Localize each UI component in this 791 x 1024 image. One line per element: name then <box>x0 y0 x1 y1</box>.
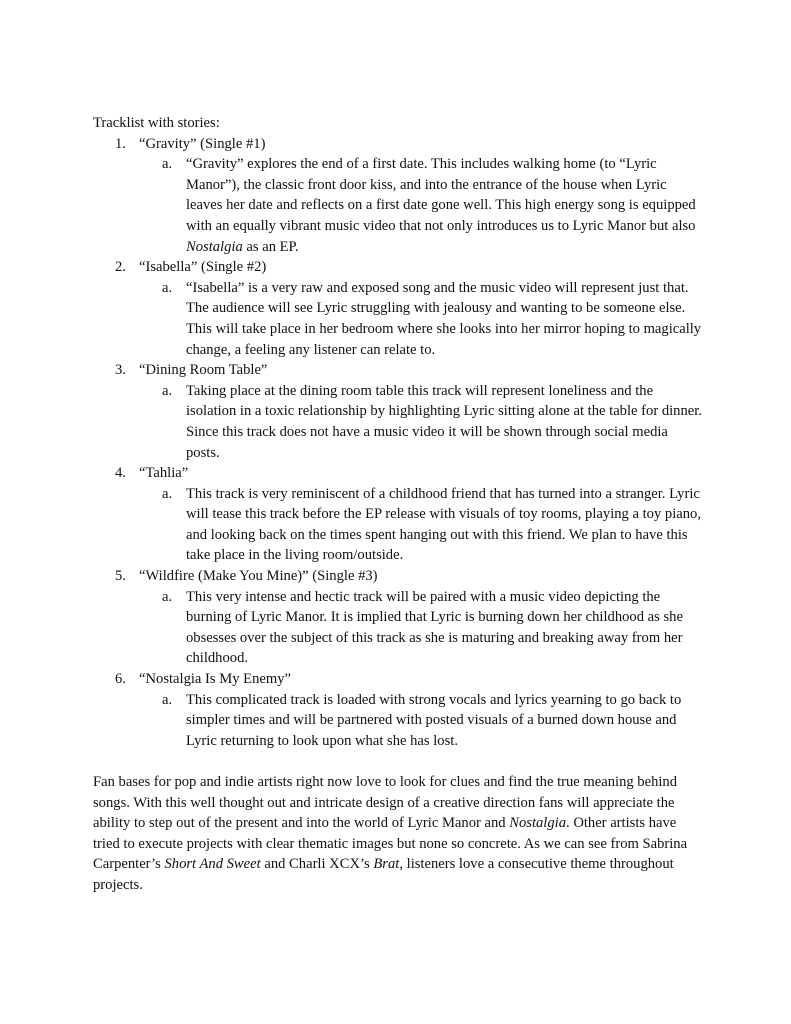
track-story <box>93 587 703 669</box>
track-item <box>93 360 703 463</box>
closing-text-segment: and Charli XCX’s <box>260 856 374 873</box>
closing-paragraph <box>93 772 703 896</box>
track-story <box>93 484 703 566</box>
track-item <box>93 134 703 258</box>
track-item <box>93 669 703 751</box>
track-item <box>93 566 703 669</box>
track-number: 4. <box>115 465 126 482</box>
closing-text-segment: Fan bases for pop and indie artists right now love to look for clues and find the true meaning behind songs. With this well thought out and intricate design of a creative direction fans will appreciate the ability to step out of the present and into the world of Lyric Manor and <box>93 774 678 832</box>
story-text: This complicated track is loaded with strong vocals and lyrics yearning to go back to simpler times and will be partnered with posted visuals of a burned down house and Lyric returning to look upon what she has lost. <box>186 691 682 749</box>
track-number: 1. <box>115 135 126 152</box>
story-text: This track is very reminiscent of a childhood friend that has turned into a stranger. Lyric will tease this track before the EP release with visuals of toy rooms, playing a toy piano, and looking back on the times spent hanging out with this friend. We plan to have this take place in the living room/outside. <box>186 485 701 564</box>
tracklist <box>93 134 703 752</box>
track-number: 5. <box>115 568 126 585</box>
track-story <box>93 381 703 463</box>
closing-text-segment: , listeners love a consecutive theme throughout projects. <box>93 856 674 893</box>
story-text: This very intense and hectic track will be paired with a music video depicting the burning of Lyric Manor. It is implied that Lyric is burning down her childhood as she obsesses over the subject of this track as she is maturing and breaking away from her childhood. <box>186 588 683 667</box>
story-text-italic: Nostalgia <box>186 238 243 255</box>
track-story <box>93 690 703 752</box>
track-title-row <box>93 566 703 587</box>
track-title: “Gravity” (Single #1) <box>139 135 266 152</box>
document-page <box>93 113 703 910</box>
story-text <box>186 154 703 257</box>
track-story <box>93 278 703 360</box>
track-story <box>93 154 703 257</box>
story-marker: a. <box>162 588 173 605</box>
track-title: “Isabella” (Single #2) <box>139 259 267 276</box>
track-number: 6. <box>115 671 126 688</box>
track-title: “Dining Room Table” <box>139 362 268 379</box>
track-title-row <box>93 257 703 278</box>
track-title-row <box>93 669 703 690</box>
track-item <box>93 257 703 360</box>
closing-text-segment: . Other artists have tried to execute projects with clear thematic images but none so concrete. As we can see from Sabrina Carpenter’s <box>93 815 688 873</box>
story-marker: a. <box>162 691 173 708</box>
track-title: “Tahlia” <box>139 465 189 482</box>
closing-text-italic: Short And Sweet <box>164 856 261 873</box>
track-title: “Wildfire (Make You Mine)” (Single #3) <box>139 568 378 585</box>
closing-text-italic: Brat <box>373 856 400 873</box>
track-title-row <box>93 463 703 484</box>
story-text: “Isabella” is a very raw and exposed song and the music video will represent just that. The audience will see Lyric struggling with jealousy and wanting to be someone else. This will take place in her bedroom where she looks into her mirror hoping to magically change, a feeling any listener can relate to. <box>186 279 702 358</box>
story-marker: a. <box>162 279 173 296</box>
story-text-segment: “Gravity” explores the end of a first date. This includes walking home (to “Lyric Manor”), the classic front door kiss, and into the entrance of the house when Lyric leaves her date and reflects on a first date gone well. This high energy song is equipped with an equally vibrant music video that not only introduces us to Lyric Manor but also <box>186 156 696 234</box>
story-text: Taking place at the dining room table this track will represent loneliness and the isolation in a toxic relationship by highlighting Lyric sitting alone at the table for dinner. Since this track does not have a music video it will be shown through social media posts. <box>186 382 702 461</box>
story-marker: a. <box>162 485 173 502</box>
story-marker: a. <box>162 382 173 399</box>
track-title: “Nostalgia Is My Enemy” <box>139 671 291 688</box>
story-text-segment: as an EP. <box>242 238 299 255</box>
story-marker: a. <box>162 156 173 173</box>
track-number: 3. <box>115 362 126 379</box>
tracklist-heading: Tracklist with stories: <box>93 115 220 131</box>
track-title-row <box>93 360 703 381</box>
closing-text-italic: Nostalgia <box>509 815 567 832</box>
track-item <box>93 463 703 566</box>
track-number: 2. <box>115 259 126 276</box>
track-title-row <box>93 134 703 155</box>
